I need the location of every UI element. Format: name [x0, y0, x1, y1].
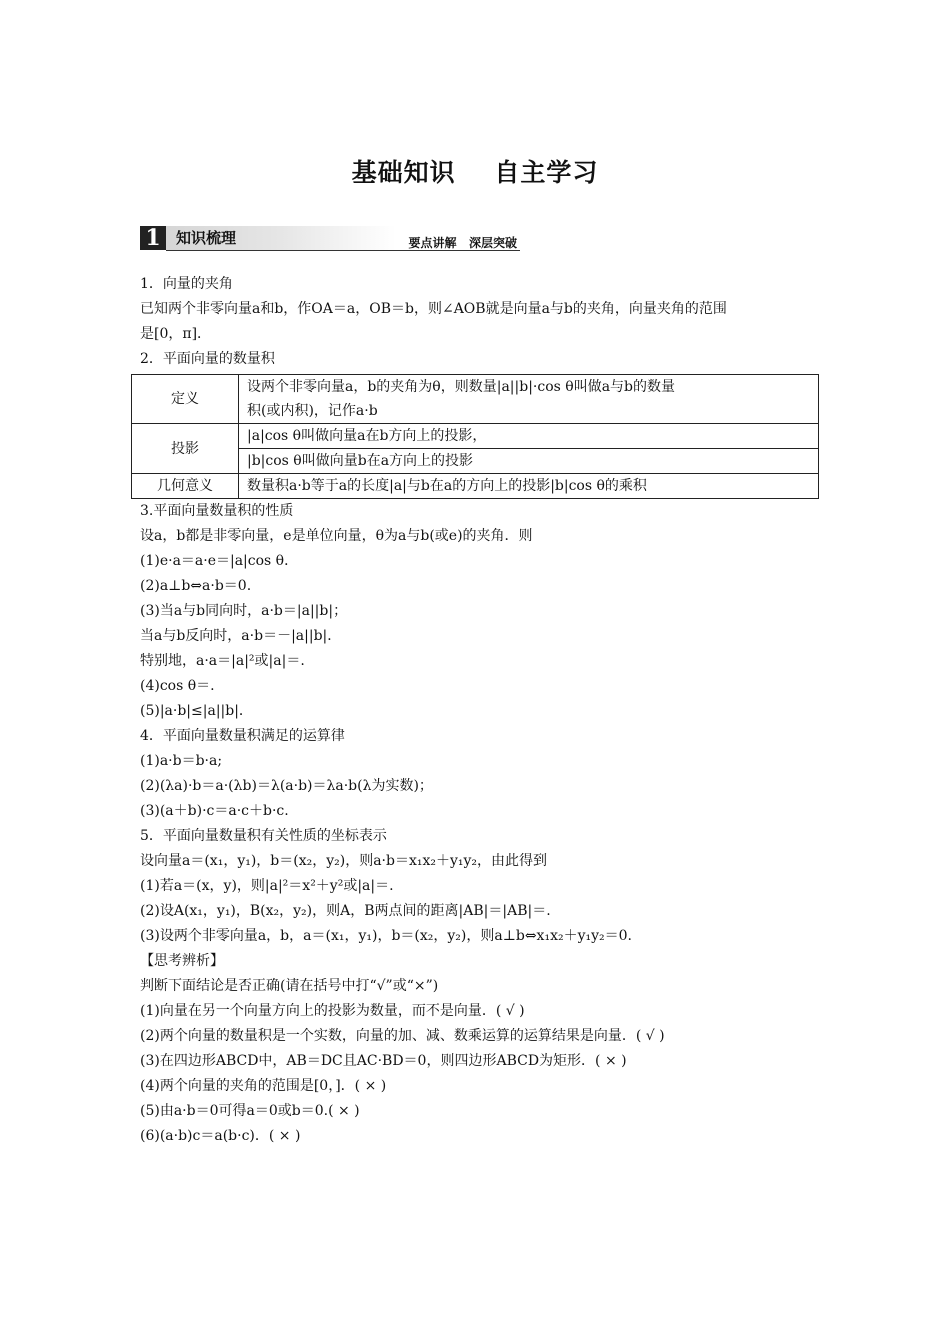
- think-question2: (2)两个向量的数量积是一个实数，向量的加、减、数乘运算的运算结果是向量．( √ ): [140, 1028, 665, 1044]
- table-cell-definition: [239, 375, 819, 424]
- sec3-item1: (1)e·a＝a·e＝|a|cos θ．: [140, 553, 299, 569]
- sec5-intro: 设向量a＝(x₁，y₁)，b＝(x₂，y₂)，则a·b＝x₁x₂＋y₁y₂，由此得到: [140, 853, 548, 869]
- sec3-item3b: 当a与b反向时，a·b＝－|a||b|．: [140, 628, 342, 644]
- think-question3: (3)在四边形ABCD中，AB＝DC且AC·BD＝0，则四边形ABCD为矩形．( × ): [140, 1053, 627, 1069]
- sec3-item2: (2)a⊥b⇔a·b＝0.: [140, 578, 252, 594]
- sec5-item2: (2)设A(x₁，y₁)，B(x₂，y₂)，则A，B两点间的距离|AB|＝|AB|＝.: [140, 903, 551, 919]
- document-body: [140, 272, 820, 1149]
- sec4-heading: 4．平面向量数量积满足的运算律: [140, 728, 345, 744]
- section-banner: [140, 226, 520, 252]
- think-question1: (1)向量在另一个向量方向上的投影为数量，而不是向量．( √ ): [140, 1003, 525, 1019]
- think-heading: 【思考辨析】: [140, 953, 224, 969]
- table-cell-projection-1: |a|cos θ叫做向量a在b方向上的投影，: [239, 424, 819, 449]
- sec1-heading: 1．向量的夹角: [140, 276, 233, 292]
- sec5-item3: (3)设两个非零向量a，b，a＝(x₁，y₁)，b＝(x₂，y₂)，则a⊥b⇔x₁x₂＋y₁y₂＝0.: [140, 928, 632, 944]
- think-question4: (4)两个向量的夹角的范围是[0，]．( × ): [140, 1078, 387, 1094]
- sec2-heading: 2．平面向量的数量积: [140, 351, 275, 367]
- table-cell-geometry: 数量积a·b等于a的长度|a|与b在a的方向上的投影|b|cos θ的乘积: [239, 474, 819, 499]
- sec1-paragraph-line2: 是[0，π]．: [140, 326, 212, 342]
- table-cell-projection-label: 投影: [132, 424, 239, 474]
- section-label: 知识梳理: [166, 226, 396, 250]
- table-row: [132, 424, 819, 449]
- table-row: [132, 474, 819, 499]
- dot-product-table: [131, 374, 819, 499]
- definition-line2: 积(或内积)，记作a·b: [247, 403, 378, 419]
- table-cell-projection-2: |b|cos θ叫做向量b在a方向上的投影: [239, 449, 819, 474]
- sec4-item3: (3)(a＋b)·c＝a·c＋b·c.: [140, 803, 289, 819]
- sec3-item5: (5)|a·b|≤|a||b|．: [140, 703, 253, 719]
- sec4-item2: (2)(λa)·b＝a·(λb)＝λ(a·b)＝λa·b(λ为实数)；: [140, 778, 433, 794]
- think-intro: 判断下面结论是否正确(请在括号中打“√”或“×”): [140, 978, 439, 994]
- section-number: 1: [140, 226, 166, 250]
- sec3-heading: 3.平面向量数量积的性质: [140, 503, 294, 519]
- table-cell-geometry-label: 几何意义: [132, 474, 239, 499]
- sec1-paragraph-line1: 已知两个非零向量a和b，作OA＝a，OB＝b，则∠AOB就是向量a与b的夹角，向量夹角的范围: [140, 301, 727, 317]
- sec3-intro: 设a，b都是非零向量，e是单位向量，θ为a与b(或e)的夹角．则: [140, 528, 533, 544]
- sec3-item4: (4)cos θ＝.: [140, 678, 215, 694]
- definition-line1: 设两个非零向量a，b的夹角为θ，则数量|a||b|·cos θ叫做a与b的数量: [247, 379, 676, 395]
- table-cell-definition-label: 定义: [132, 375, 239, 424]
- sec5-heading: 5．平面向量数量积有关性质的坐标表示: [140, 828, 387, 844]
- sec3-item3a: (3)当a与b同向时，a·b＝|a||b|；: [140, 603, 348, 619]
- section-subtitle: 要点讲解 深层突破: [408, 236, 517, 250]
- sec3-item3c: 特别地，a·a＝|a|²或|a|＝.: [140, 653, 305, 669]
- page-title: 基础知识 自主学习: [351, 158, 599, 187]
- sec4-item1: (1)a·b＝b·a;: [140, 753, 223, 769]
- think-question5: (5)由a·b＝0可得a＝0或b＝0.( × ): [140, 1103, 360, 1119]
- think-question6: (6)(a·b)c＝a(b·c)．( × ): [140, 1128, 301, 1144]
- sec5-item1: (1)若a＝(x，y)，则|a|²＝x²＋y²或|a|＝.: [140, 878, 394, 894]
- table-row: [132, 375, 819, 424]
